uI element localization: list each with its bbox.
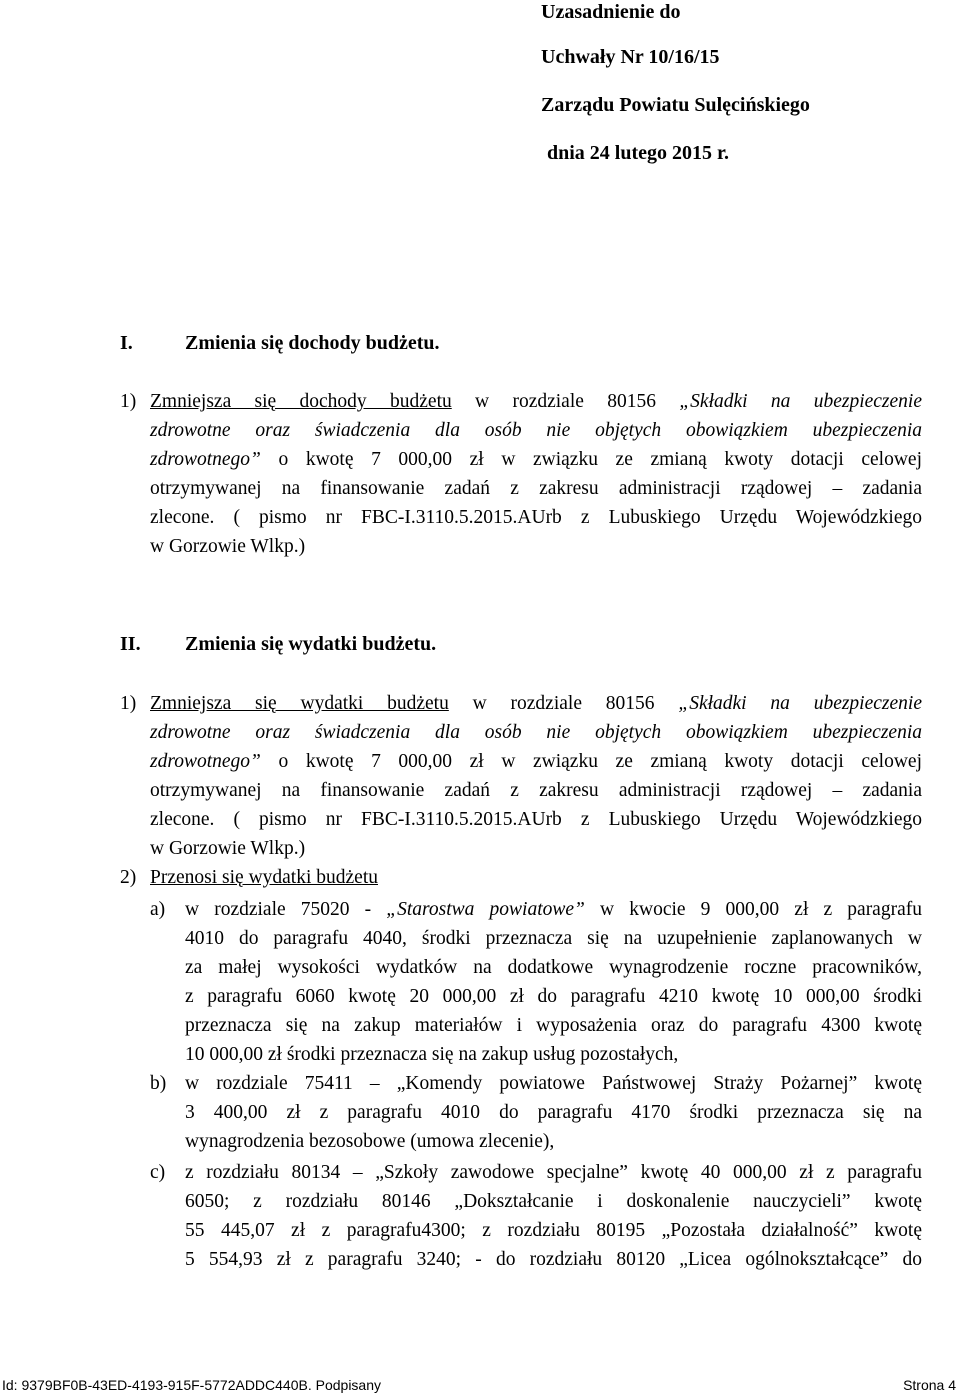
paragraph-line: w Gorzowie Wlkp.) (150, 536, 306, 557)
list-marker: 2) (120, 867, 137, 888)
section-title: Zmienia się dochody budżetu. (185, 332, 440, 354)
list-marker: 1) (120, 391, 137, 412)
sublist-marker: c) (150, 1162, 166, 1183)
paragraph-line: Zmniejsza się wydatki budżetu w rozdziale 80156 „Składki na ubezpieczenie (150, 693, 922, 714)
paragraph-line: zdrowotnego” o kwotę 7 000,00 zł w związku ze zmianą kwoty dotacji celowej (150, 449, 922, 470)
paragraph-line: w Gorzowie Wlkp.) (150, 838, 306, 859)
paragraph-line: przeznacza się na zakup materiałów i wyposażenia oraz do paragrafu 4300 kwotę (185, 1015, 922, 1036)
paragraph-line: 6050; z rozdziału 80146 „Dokształcanie i doskonalenie nauczycieli” kwotę (185, 1191, 922, 1212)
sublist-marker: a) (150, 899, 166, 920)
paragraph-line: 10 000,00 zł środki przeznacza się na zakup usług pozostałych, (185, 1044, 679, 1065)
paragraph-line: zdrowotne oraz świadczenia dla osób nie objętych obowiązkiem ubezpieczenia (150, 722, 922, 743)
resolution-number: Uchwały Nr 10/16/15 (541, 46, 720, 68)
page-number: Strona 4 (903, 1377, 956, 1393)
issuing-body: Zarządu Powiatu Sulęcińskiego (541, 94, 810, 116)
paragraph-line: otrzymywanej na finansowanie zadań z zakresu administracji rządowej – zadania (150, 478, 922, 499)
sublist-marker: b) (150, 1073, 167, 1094)
paragraph-line: Przenosi się wydatki budżetu (150, 867, 378, 888)
paragraph-line: z rozdziału 80134 – „Szkoły zawodowe specjalne” kwotę 40 000,00 zł z paragrafu (185, 1162, 922, 1183)
paragraph-line: 3 400,00 zł z paragrafu 4010 do paragrafu 4170 środki przeznacza się na (185, 1102, 922, 1123)
list-marker: 1) (120, 693, 137, 714)
document-date: dnia 24 lutego 2015 r. (547, 142, 730, 164)
paragraph-line: 4010 do paragrafu 4040, środki przeznacza się na uzupełnienie zaplanowanych w (185, 928, 922, 949)
paragraph-line: z paragrafu 6060 kwotę 20 000,00 zł do paragrafu 4210 kwotę 10 000,00 środki (185, 986, 922, 1007)
paragraph-line: za małej wysokości wydatków na dodatkowe wynagrodzenie roczne pracowników, (185, 957, 922, 978)
document-id-footer: Id: 9379BF0B-43ED-4193-915F-5772ADDC440B. Podpisany (2, 1377, 382, 1393)
paragraph-line: zdrowotne oraz świadczenia dla osób nie objętych obowiązkiem ubezpieczenia (150, 420, 922, 441)
paragraph-line: Zmniejsza się dochody budżetu w rozdziale 80156 „Składki na ubezpieczenie (150, 391, 922, 412)
document-title: Uzasadnienie do (541, 1, 681, 23)
section-number: I. (120, 332, 133, 354)
paragraph-line: 55 445,07 zł z paragrafu4300; z rozdziału 80195 „Pozostała działalność” kwotę (185, 1220, 922, 1241)
paragraph-line: wynagrodzenia bezosobowe (umowa zlecenie), (185, 1131, 555, 1152)
paragraph-line: w rozdziale 75411 – „Komendy powiatowe Państwowej Straży Pożarnej” kwotę (185, 1073, 922, 1094)
paragraph-line: zdrowotnego” o kwotę 7 000,00 zł w związku ze zmianą kwoty dotacji celowej (150, 751, 922, 772)
paragraph-line: zlecone. ( pismo nr FBC-I.3110.5.2015.AUrb z Lubuskiego Urzędu Wojewódzkiego (150, 809, 922, 830)
paragraph-line: 5 554,93 zł z paragrafu 3240; - do rozdziału 80120 „Licea ogólnokształcące” do (185, 1249, 922, 1270)
section-number: II. (120, 633, 141, 655)
paragraph-line: otrzymywanej na finansowanie zadań z zakresu administracji rządowej – zadania (150, 780, 922, 801)
section-title: Zmienia się wydatki budżetu. (185, 633, 437, 655)
paragraph-line: zlecone. ( pismo nr FBC-I.3110.5.2015.AUrb z Lubuskiego Urzędu Wojewódzkiego (150, 507, 922, 528)
paragraph-line: w rozdziale 75020 - „Starostwa powiatowe” w kwocie 9 000,00 zł z paragrafu (185, 899, 922, 920)
